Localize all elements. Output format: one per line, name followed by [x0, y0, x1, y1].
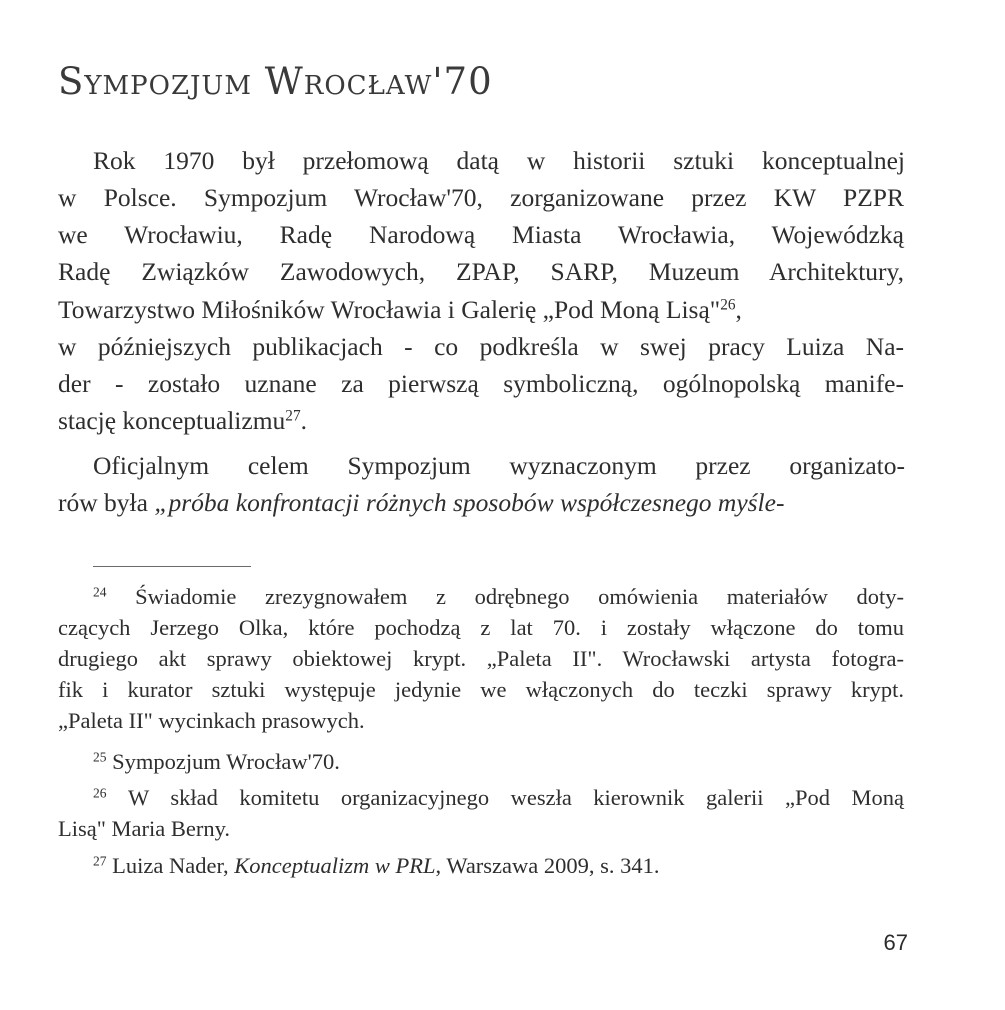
footnote-line: fik i kurator sztuki występuje jedynie we włączonych do teczki sprawy krypt. [58, 677, 904, 702]
text-line: Rok 1970 był przełomową datą w historii sztuki konceptualnej [93, 146, 905, 175]
footnote-number: 25 [93, 749, 107, 765]
footnote-separator [93, 566, 251, 567]
footnote-line: „Paleta II" wycinkach prasowych. [58, 708, 365, 733]
footnote-27 [93, 853, 660, 879]
footnote-text: , Warszawa 2009, s. 341. [435, 853, 660, 878]
text-line: w Polsce. Sympozjum Wrocław'70, zorganizowane przez KW PZPR [58, 183, 904, 212]
italic-quote: „próba konfrontacji różnych sposobów współczesnego myśle- [154, 488, 785, 517]
footnote-text: Sympozjum Wrocław'70. [112, 749, 340, 774]
text-segment: . [300, 406, 307, 435]
chapter-heading: Sympozjum Wrocław'70 [58, 60, 493, 103]
text-segment: rów była [58, 488, 155, 517]
text-line: der - zostało uznane za pierwszą symboliczną, ogólnopolską manife- [58, 369, 904, 398]
book-title: Konceptualizm w PRL [234, 853, 436, 878]
text-segment: , [735, 295, 742, 324]
footnote-text: W skład komitetu organizacyjnego weszła kierownik galerii „Pod Moną [128, 785, 904, 810]
text-line: w późniejszych publikacjach - co podkreśla w swej pracy Luiza Na- [58, 332, 904, 361]
footnote-24 [93, 584, 904, 610]
footnote-line: czących Jerzego Olka, które pochodzą z lat 70. i zostały włączone do tomu [58, 615, 904, 640]
footnote-text: Świadomie zrezygnowałem z odrębnego omówienia materiałów doty- [135, 584, 905, 609]
page-number: 67 [883, 930, 908, 955]
footnote-text: Luiza Nader, [112, 853, 235, 878]
text-line: we Wrocławiu, Radę Narodową Miasta Wrocławia, Wojewódzką [58, 220, 904, 249]
footnote-reference: 26 [720, 296, 736, 314]
footnote-line: Lisą" Maria Berny. [58, 816, 231, 841]
text-line [58, 406, 307, 436]
footnote-number: 26 [93, 785, 107, 801]
text-segment: Towarzystwo Miłośników Wrocławia i Galerię „Pod Moną Lisą" [58, 295, 721, 324]
text-line [58, 295, 904, 325]
footnote-number: 27 [93, 853, 107, 869]
footnote-line: drugiego akt sprawy obiektowej krypt. „Paleta II". Wrocławski artysta fotogra- [58, 646, 904, 671]
text-line [58, 488, 904, 518]
text-segment: stację konceptualizmu [58, 406, 286, 435]
footnote-25 [93, 749, 340, 775]
footnote-number: 24 [93, 584, 107, 600]
text-line: Oficjalnym celem Sympozjum wyznaczonym przez organizato- [93, 451, 905, 480]
text-line: Radę Związków Zawodowych, ZPAP, SARP, Muzeum Architektury, [58, 257, 904, 286]
footnote-reference: 27 [285, 407, 301, 425]
footnote-26 [93, 785, 904, 811]
